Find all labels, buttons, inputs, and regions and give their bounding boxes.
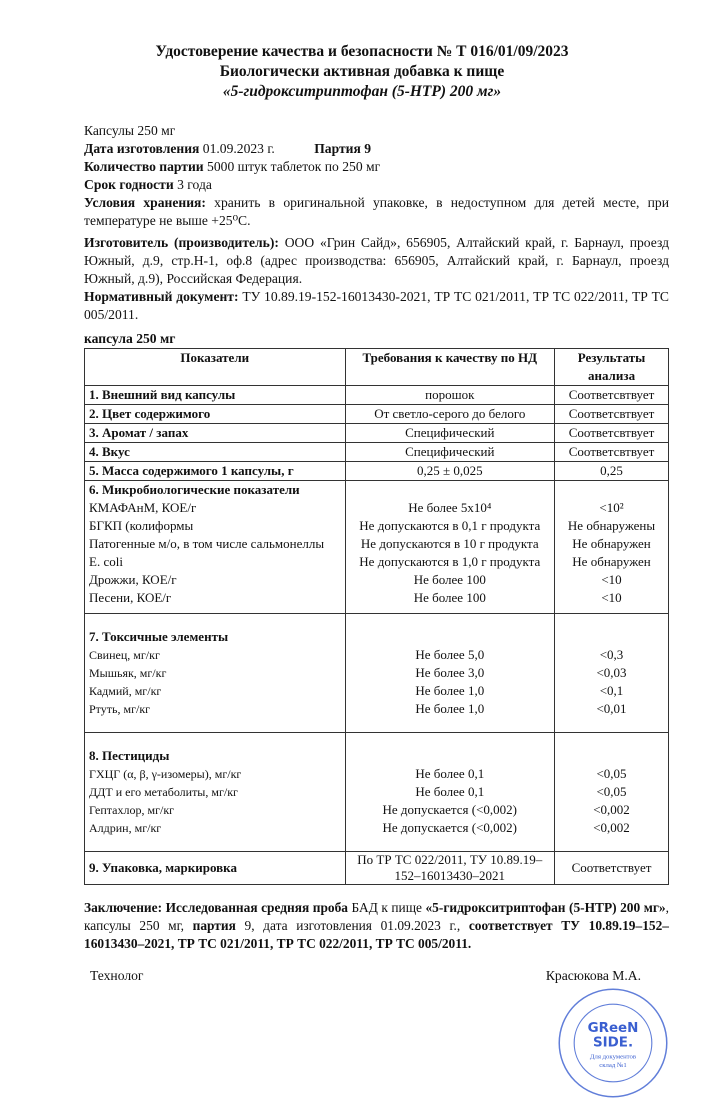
cell-line: <10 (601, 590, 622, 605)
cell-line: ДДТ и его метаболиты, мг/кг (89, 785, 238, 799)
cell-line: Не более 0,1 (415, 784, 485, 799)
section-title: 6. Микробиологические показатели (89, 482, 300, 497)
requirement-cell (345, 481, 555, 614)
quality-table (84, 348, 669, 885)
cell-line: Не допускается (<0,002) (382, 820, 518, 835)
indicator-cell: 5. Масса содержимого 1 капсулы, г (85, 462, 346, 481)
table-row (85, 424, 669, 443)
cell-line: <0,3 (599, 647, 624, 662)
indicator-cell (85, 481, 346, 614)
stamp-logo: SIDE. (592, 1035, 634, 1051)
date-value: 01.09.2023 г. (202, 141, 275, 156)
doc-subtitle: Биологически активная добавка к пище (219, 63, 505, 80)
cell-line: <0,05 (596, 766, 627, 781)
cell-line: Не более 5x10⁴ (408, 500, 492, 515)
result-cell: Соответсвтвует (555, 386, 669, 405)
cell-line: Патогенные м/о, в том числе сальмонеллы (89, 536, 325, 551)
cell-line: <0,002 (593, 820, 630, 835)
cell-line: Не допускаются в 0,1 г продукта (359, 518, 541, 533)
cell-line: Не допускаются в 1,0 г продукта (359, 554, 541, 569)
storage-value: хранить в оригинальной упаковке, в недоступном для детей месте, при температуре не выше +25⁰С. (84, 195, 669, 228)
cell-line: Не более 1,0 (415, 701, 485, 716)
table-row (85, 852, 669, 885)
table-caption: капсула 250 мг (84, 331, 176, 346)
indicator-cell: 9. Упаковка, маркировка (85, 852, 346, 885)
column-header: Показатели (85, 349, 346, 386)
requirement-cell (345, 614, 555, 733)
conclusion-part: 9, дата изготовления 01.09.2023 г., (244, 918, 461, 933)
conclusion-part: Исследованная средняя проба (165, 900, 348, 915)
requirement-cell: 0,25 ± 0,025 (345, 462, 555, 481)
stamp-inner: склад №1 (599, 1061, 627, 1069)
section-title: 7. Токсичные элементы (89, 629, 229, 644)
cell-line: Не более 3,0 (415, 665, 485, 680)
cell-line: Не более 100 (413, 572, 486, 587)
requirement-cell: По ТР ТС 022/2011, ТУ 10.89.19–152–16013430–2021 (345, 852, 555, 885)
conclusion (84, 899, 669, 953)
indicator-cell: 1. Внешний вид капсулы (85, 386, 346, 405)
cell-line: <10 (601, 572, 622, 587)
cell-line: Кадмий, мг/кг (89, 684, 162, 698)
form: Капсулы 250 мг (84, 123, 176, 138)
cell-line: E. coli (89, 554, 123, 569)
product-name: «5-гидрокситриптофан (5-HTP) 200 мг» (222, 83, 502, 100)
cell-line: Не обнаружен (572, 554, 651, 569)
requirement-cell: Специфический (345, 443, 555, 462)
result-cell (555, 481, 669, 614)
table-header (85, 349, 669, 386)
stamp-inner: Для документов (589, 1053, 637, 1061)
cell-line: Мышьяк, мг/кг (89, 666, 167, 680)
maker-value: ООО «Грин Сайд», 656905, Алтайский край, г. Барнаул, проезд Южный, д.9, стр.Н-1, оф.8 (адрес производства: 656905, Алтайский край, г. Барнаул, проезд Южный, д.9), Российская Федерация. (84, 235, 669, 286)
result-cell (555, 614, 669, 733)
column-header: Требования к качеству по НД (345, 349, 555, 386)
doc-title: Удостоверение качества и безопасности № Т 016/01/09/2023 (155, 43, 569, 60)
cell-line: Не более 100 (413, 590, 486, 605)
indicator-cell: 3. Аромат / запах (85, 424, 346, 443)
requirement-cell (345, 733, 555, 852)
cell-line: Не более 1,0 (415, 683, 485, 698)
signature-role: Технолог (90, 968, 144, 983)
cell-line: Не допускаются в 10 г продукта (360, 536, 539, 551)
indicator-cell (85, 733, 346, 852)
section-title: 8. Пестициды (89, 748, 170, 763)
result-cell: Соответсвтвует (555, 424, 669, 443)
cell-line: Не обнаружены (567, 518, 656, 533)
qty-line (84, 158, 669, 176)
cell-line: Дрожжи, КОЕ/г (89, 572, 177, 587)
date-line (84, 140, 669, 158)
cell-line: <10² (599, 500, 624, 515)
date-label: Дата изготовления (84, 141, 200, 156)
norm-label: Нормативный документ: (84, 289, 239, 304)
cell-line: Гептахлор, мг/кг (89, 803, 175, 817)
storage (84, 194, 669, 230)
table-row (85, 386, 669, 405)
conclusion-part: «5-гидрокситриптофан (5-HTP) 200 мг» (425, 900, 666, 915)
cell-line: ГХЦГ (α, β, γ-изомеры), мг/кг (89, 767, 242, 781)
conclusion-part: соответствует ТУ 10.89.19–152–16013430–2021, ТР ТС 021/2011, ТР ТС 022/2011, ТР ТС 005/2011. (84, 918, 669, 951)
cell-line: КМАФАнМ, КОЕ/г (89, 500, 197, 515)
cell-line: <0,1 (599, 683, 624, 698)
shelf-line (84, 176, 669, 194)
column-header: Результаты анализа (555, 349, 669, 386)
qty-value: 5000 штук таблеток по 250 мг (207, 159, 381, 174)
cell-line: Не более 0,1 (415, 766, 485, 781)
maker-label: Изготовитель (производитель): (84, 235, 279, 250)
document-page (84, 42, 669, 1099)
conclusion-part: партия (192, 918, 236, 933)
table-row (85, 733, 669, 852)
cell-line: БГКП (колиформы (89, 518, 194, 533)
result-cell (555, 733, 669, 852)
conclusion-part: , капсулы 250 мг, (84, 900, 669, 933)
requirement-cell: Специфический (345, 424, 555, 443)
cell-line: Песени, КОЕ/г (89, 590, 172, 605)
shelf-label: Срок годности (84, 177, 174, 192)
requirement-cell: порошок (345, 386, 555, 405)
result-cell: Соответствует (555, 852, 669, 885)
cell-line: Свинец, мг/кг (89, 648, 160, 662)
cell-line: Не допускается (<0,002) (382, 802, 518, 817)
result-cell: 0,25 (555, 462, 669, 481)
table-row (85, 443, 669, 462)
indicator-cell: 2. Цвет содержимого (85, 405, 346, 424)
requirement-cell: От светло-серого до белого (345, 405, 555, 424)
storage-label: Условия хранения: (84, 195, 206, 210)
batch: Партия 9 (314, 141, 372, 156)
maker (84, 234, 669, 288)
signature-row (84, 967, 669, 985)
result-cell: Соответсвтвует (555, 443, 669, 462)
cell-line: <0,01 (596, 701, 627, 716)
result-cell: Соответсвтвует (555, 405, 669, 424)
conclusion-part: БАД к пище (351, 900, 422, 915)
conclusion-label: Заключение: (84, 900, 163, 915)
cell-line: Не обнаружен (572, 536, 651, 551)
cell-line: Ртуть, мг/кг (89, 702, 151, 716)
signature-name: Красюкова М.А. (545, 968, 641, 983)
cell-line: <0,002 (593, 802, 630, 817)
norm-value: ТУ 10.89.19-152-16013430-2021, ТР ТС 021/2011, ТР ТС 022/2011, ТР ТС 005/2011. (84, 289, 670, 322)
table-row (85, 462, 669, 481)
indicator-cell: 4. Вкус (85, 443, 346, 462)
cell-line: Не более 5,0 (415, 647, 485, 662)
indicator-cell (85, 614, 346, 733)
norm (84, 288, 669, 324)
table-row (85, 614, 669, 733)
table-row (85, 481, 669, 614)
shelf-value: 3 года (177, 177, 212, 192)
stamp-logo: GReeN (587, 1020, 639, 1036)
company-stamp (557, 987, 669, 1099)
cell-line: <0,03 (596, 665, 627, 680)
cell-line: <0,05 (596, 784, 627, 799)
stamp-area (84, 987, 669, 1099)
table-row (85, 405, 669, 424)
qty-label: Количество партии (84, 159, 204, 174)
cell-line: Алдрин, мг/кг (89, 821, 162, 835)
